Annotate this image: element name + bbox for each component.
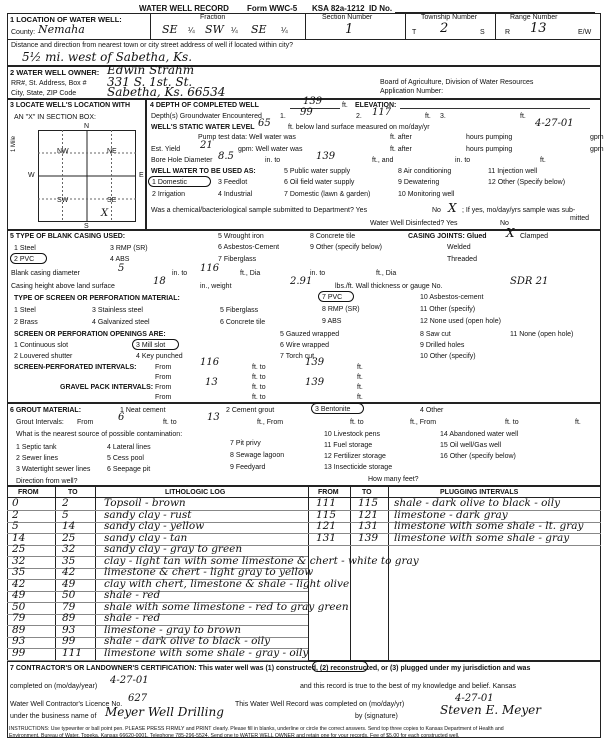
log-to: 35 — [62, 554, 76, 567]
plugging-description: limestone with some shale - gray — [394, 531, 570, 544]
lithology-description: limestone - gray to brown — [104, 623, 241, 636]
casing-joints-clamped-x: X — [506, 226, 515, 240]
fraction-3: SE — [251, 23, 267, 36]
screen-pvc: 7 PVC — [322, 294, 343, 301]
bore-diameter: 8.5 — [218, 151, 234, 162]
plug-from: 131 — [316, 531, 337, 544]
plug-to: 121 — [358, 508, 379, 521]
plugging-description: shale - dark olive to black - oily — [394, 497, 561, 509]
lithology-description: Topsoil - brown — [104, 497, 186, 509]
lithology-description: sandy clay - rust — [104, 508, 192, 521]
section-3-label: 3 LOCATE WELL'S LOCATION WITH — [10, 102, 131, 109]
application-number-label: Application Number: — [380, 88, 444, 95]
casing-gauge: SDR 21 — [510, 276, 549, 287]
section-6-box — [7, 403, 601, 486]
log-from: 93 — [12, 635, 26, 647]
address-value: 331 S. 1st. St. — [107, 75, 193, 89]
log-to: 14 — [62, 520, 76, 532]
lithology-description: sandy clay - gray to green — [104, 543, 243, 555]
section-6-label: 6 GROUT MATERIAL: — [10, 407, 82, 414]
log-to: 5 — [62, 508, 69, 521]
log-from: 99 — [12, 646, 26, 659]
distance-value: 5½ mi. west of Sabetha, Ks. — [22, 50, 193, 64]
distance-label: Distance and direction from nearest town or city street address of well if located within city? — [11, 42, 294, 49]
water-well-record-form: WATER WELL RECORD Form WWC-5 KSA 82a-1212 ID No. 1 LOCATION OF WATER WELL: County: Nemaha Fraction SE ¼ SW ¼ SE ¼ Section Number 1 Township Number T 2 S Range Number R 13 E/W Distance and direction from nearest town or city street address of well if located within city? 5½ mi. west of Sabetha, Ks. 2 WATER WELL OWNER: Edwin Strahm RR#, St. Address, Box # 331 S. 1st. St. City, State, ZIP Code Sabetha, Ks. 66534 Board of Agriculture, Division of Water Resources Application Number: 3 LOCATE WELL'S LOCATION WITH AN "X" IN SECTION BOX: N S W E 1 Mile NW NE SW SE X 4 DEPTH OF COMPLETED WELL 139 ft. ELEVATION: Depth(s) Groundwater Encountered 1. 99 2. 117 ft. 3. ft. WELL'S STATIC WATER LEVEL 65 ft. below land surface measured on mo/day/yr 4-27-01 Pump test data: Well water was ft. after hours pumping gpm Est. Yield 21 gpm: Well water was ft. after hours pumping gpm Bore Hole Diameter 8.5 in. to 139 ft., and in. to ft. WELL WATER TO BE USED AS: 1 Domestic 2 Irrigation 3 Feedlot 4 Industrial 5 Public water supply 6 Oil field water supply 7 Domestic (lawn & garden) 8 Air conditioning 9 Dewatering 10 Monitoring well 11 Injection well 12 Other (Specify below) Was a chemical/bacteriological sample submitted to Department? Yes No X ; If yes, mo/day/yrs sample was sub- mitted Water Well Disinfected? Yes No 5 TYPE OF BLANK CASING USED: 1 Steel 2 PVC 3 RMP (SR) 4 ABS 5 Wrought iron 6 Asbestos-Cement 7 Fiberglass 8 Concrete tile 9 Other (specify below) CASING JOINTS: Glued X Clamped Welded Threaded Blank casing diameter 5 in. to 116 ft., Dia in. to ft., Dia Casing height above land surface 18 in., weight 2.91 lbs./ft. Wall thickness or gauge No. SDR 21 TYPE OF SCREEN OR PERFORATION MATERIAL: 1 Steel 2 Brass 3 Stainless steel 4 Galvanized steel 5 Fiberglass 6 Concrete tile 7 PVC 8 RMP (SR) 9 ABS 10 Asbestos-cement 11 Other (specify) 12 None used (open hole) SCREEN OR PERFORATION OPENINGS ARE: 1 Continuous slot 2 Louvered shutter 3 Mill slot 4 Key punched 5 Gauzed wrapped 6 Wire wrapped 7 Torch cut 8 Saw cut 9 Drilled holes 10 Other (specify) 11 None (open hole) SCREEN-PERFORATED INTERVALS: From 116 ft. to 139 ft. From ft. to ft. GRAVEL PACK INTERVALS: From 13 ft. to 139 ft. From ft. to ft. 6 GROUT MATERIAL: 1 Neat cement 2 Cement grout 3 Bentonite 4 Other Grout Intervals: From 6 ft. to 13 ft., From ft. to ft., From ft. to ft. What is the nearest source of possible contamination: 1 Septic tank 2 Sewer lines 3 Watertight sewer lines 4 Lateral lines 5 Cess pool 6 Seepage pit 7 Pit privy 8 Sewage lagoon 9 Feedyard 10 Livestock pens 11 Fuel storage 12 Fertilizer storage 13 Insecticide storage 14 Abandoned water well 15 Oil well/Gas well 16 Other (specify below) Direction from well? How many feet? FROM TO LITHOLOGIC LOG FROM TO PLUGGING INTERVALS 0 2 Topsoil - brown 2 5 sandy clay - rust 5 14 sandy clay - yellow 14 25 sandy clay - tan 25 32 sandy clay - gray to green 32 35 clay - light tan with some limestone & chert - white to gray 35 42 limestone & chert - light gray to yellow 42 49 clay with chert, limestone & shale - light olive 49 50 shale - red 50 79 shale with some limestone - red to gray green 79 89 shale - red 89 93 limestone - gray to brown 93 99 shale - dark olive to black - oily 99 111 limestone with some shale - gray - oily 111 115 shale - dark olive to black - oily 115 121 limestone - dark gray 121 131 limestone with some shale - lt. gray 131 139 limestone with some shale - gray 7 CONTRACTOR'S OR LANDOWNER'S CERTIFICATION: This water well was (1) constructed, (2) reconstructed, or (3) plugged under my jurisdiction and was completed on (mo/day/year) 4-27-01 and this record is true to the best of my knowledge and belief. Kansas Water Well Contractor's Licence No. 627 This Water Well Record was completed on (mo/day/yr) 4-27-01 under the business name of Meyer Well Drilling by (signature) Steven E. Meyer INSTRUCTIONS: Use typewriter or ball point pen. PLEASE PRESS FIRMLY and PRINT clearly. Please fill in blanks, underline or circle the correct answers. Send top three copies to Kansas Department of Health and Environment, Bureau of Water, Topeka, Kansas 66620-0001. Telephone 785-296-5524. Send one to WATER WELL OWNER and retain one for your records. Fee of $5.00 for each constructed well. — [9, 4, 604, 739]
section-1-label: 1 LOCATION OF WATER WELL: — [10, 15, 122, 24]
range-value: 13 — [530, 21, 547, 36]
plugging-description: limestone - dark gray — [394, 508, 508, 521]
gravel-from: 13 — [205, 377, 218, 388]
lithology-description: clay - light tan with some limestone & chert - white to gray — [104, 554, 419, 567]
log-from: 89 — [12, 623, 26, 636]
certification-label: 7 CONTRACTOR'S OR LANDOWNER'S CERTIFICATION: This water well was (1) constructed, (2) reconstructed, or (3) plugged under my jurisdiction and was — [10, 665, 531, 672]
instructions-line-2: Environment, Bureau of Water, Topeka, Kansas 66620-0001. Telephone 785-296-5524. Send one to WATER WELL OWNER and retain one for your records. Fee of $5.00 for each constructed well. — [9, 733, 460, 739]
log-from: 42 — [12, 577, 26, 590]
log-to: 25 — [62, 531, 76, 544]
log-from: 2 — [12, 508, 19, 521]
section-number-label: Section Number — [322, 14, 373, 21]
county-value: Nemaha — [38, 23, 85, 36]
lithology-description: shale - red — [104, 589, 161, 601]
casing-height: 18 — [153, 276, 166, 287]
estimated-yield: 21 — [200, 140, 213, 151]
section-number-value: 1 — [345, 22, 354, 37]
log-from: 25 — [12, 543, 26, 555]
signature: Steven E. Meyer — [440, 703, 541, 717]
lithology-description: sandy clay - yellow — [104, 520, 205, 532]
section-4-label: 4 DEPTH OF COMPLETED WELL — [150, 102, 259, 109]
grout-from: 6 — [118, 412, 125, 423]
plug-from: 115 — [316, 508, 337, 521]
instructions-line-1: INSTRUCTIONS: Use typewriter or ball point pen. PLEASE PRESS FIRMLY and PRINT clearly. Please fill in blanks, underline or circle the correct answers. Send top three copies to Kansas Department of Health and — [9, 726, 504, 732]
log-from: 35 — [12, 566, 26, 578]
township-number-label: Township Number — [421, 14, 478, 21]
id-number-label: ID No. — [369, 4, 393, 13]
grout-to: 13 — [207, 412, 220, 423]
well-depth: 139 — [303, 96, 323, 107]
log-to: 93 — [62, 623, 76, 636]
log-from: 49 — [12, 589, 26, 601]
section-5-label: 5 TYPE OF BLANK CASING USED: — [10, 233, 126, 240]
county-label: County: — [11, 29, 36, 36]
plugging-description: limestone with some shale - lt. gray — [394, 520, 584, 532]
log-to: 50 — [62, 589, 76, 601]
lithology-description: shale with some limestone - red to gray green — [104, 600, 349, 613]
screen-to: 139 — [305, 357, 325, 368]
casing-diameter: 5 — [118, 263, 125, 274]
grout-bentonite: 3 Bentonite — [315, 406, 351, 413]
bore-depth: 139 — [316, 151, 336, 162]
log-to: 32 — [62, 543, 76, 555]
log-to: 42 — [62, 566, 76, 578]
static-date: 4-27-01 — [535, 118, 574, 129]
city-label: City, State, ZIP Code — [11, 90, 77, 97]
lithology-description: limestone with some shale - gray - oily — [104, 646, 309, 659]
casing-depth: 116 — [200, 263, 220, 274]
use-domestic: 1 Domestic — [152, 179, 188, 186]
log-from: 14 — [12, 531, 26, 544]
log-to: 79 — [62, 600, 76, 613]
range-number-label: Range Number — [510, 14, 558, 21]
log-from: 50 — [12, 600, 26, 613]
plug-to: 115 — [358, 497, 379, 509]
lithology-description: sandy clay - tan — [104, 531, 188, 544]
log-to: 2 — [62, 497, 69, 509]
casing-weight: 2.91 — [290, 276, 313, 287]
lithology-description: clay with chert, limestone & shale - light olive — [104, 577, 350, 590]
plug-from: 111 — [316, 497, 337, 509]
fraction-1: SE — [162, 23, 178, 36]
log-from: 0 — [12, 497, 19, 509]
plug-from: 121 — [316, 520, 337, 532]
screen-from: 116 — [200, 357, 220, 368]
lithology-description: shale - red — [104, 612, 161, 624]
log-from: 79 — [12, 612, 26, 624]
plug-to: 131 — [358, 520, 379, 532]
well-location-x: X — [101, 208, 109, 219]
ksa-number: KSA 82a-1212 — [312, 4, 365, 13]
board-label: Board of Agriculture, Division of Water Resources — [380, 79, 534, 86]
log-from: 5 — [12, 520, 19, 532]
fraction-label: Fraction — [200, 14, 226, 21]
log-to: 89 — [62, 612, 76, 624]
static-water-level: 65 — [258, 118, 271, 129]
lithology-description: shale - dark olive to black - oily — [104, 635, 271, 647]
township-value: 2 — [440, 21, 449, 36]
lithology-description: limestone & chert - light gray to yellow — [104, 566, 314, 578]
form-title: WATER WELL RECORD — [139, 4, 229, 13]
address-label: RR#, St. Address, Box # — [11, 80, 87, 87]
fraction-2: SW — [205, 23, 224, 36]
section-5-box — [7, 230, 601, 403]
log-from: 32 — [12, 554, 26, 567]
groundwater-1: 99 — [300, 107, 313, 118]
opening-mill-slot: 3 Mill slot — [136, 342, 166, 349]
log-to: 111 — [62, 646, 83, 659]
city-value: Sabetha, Ks. 66534 — [107, 85, 226, 99]
owner-name: Edwin Strahm — [107, 63, 195, 77]
completed-date: 4-27-01 — [110, 675, 149, 686]
form-number: Form WWC-5 — [247, 4, 298, 13]
section-grid — [38, 130, 136, 222]
business-name: Meyer Well Drilling — [105, 705, 224, 719]
casing-pvc: 2 PVC — [14, 256, 35, 263]
record-date: 4-27-01 — [455, 693, 494, 704]
log-to: 49 — [62, 577, 76, 590]
section-2-label: 2 WATER WELL OWNER: — [10, 68, 100, 77]
licence-number: 627 — [128, 693, 148, 704]
groundwater-2: 117 — [372, 107, 392, 118]
log-to: 99 — [62, 635, 76, 647]
gravel-to: 139 — [305, 377, 325, 388]
chem-sample-no-x: X — [448, 201, 457, 215]
plug-to: 139 — [358, 531, 379, 544]
